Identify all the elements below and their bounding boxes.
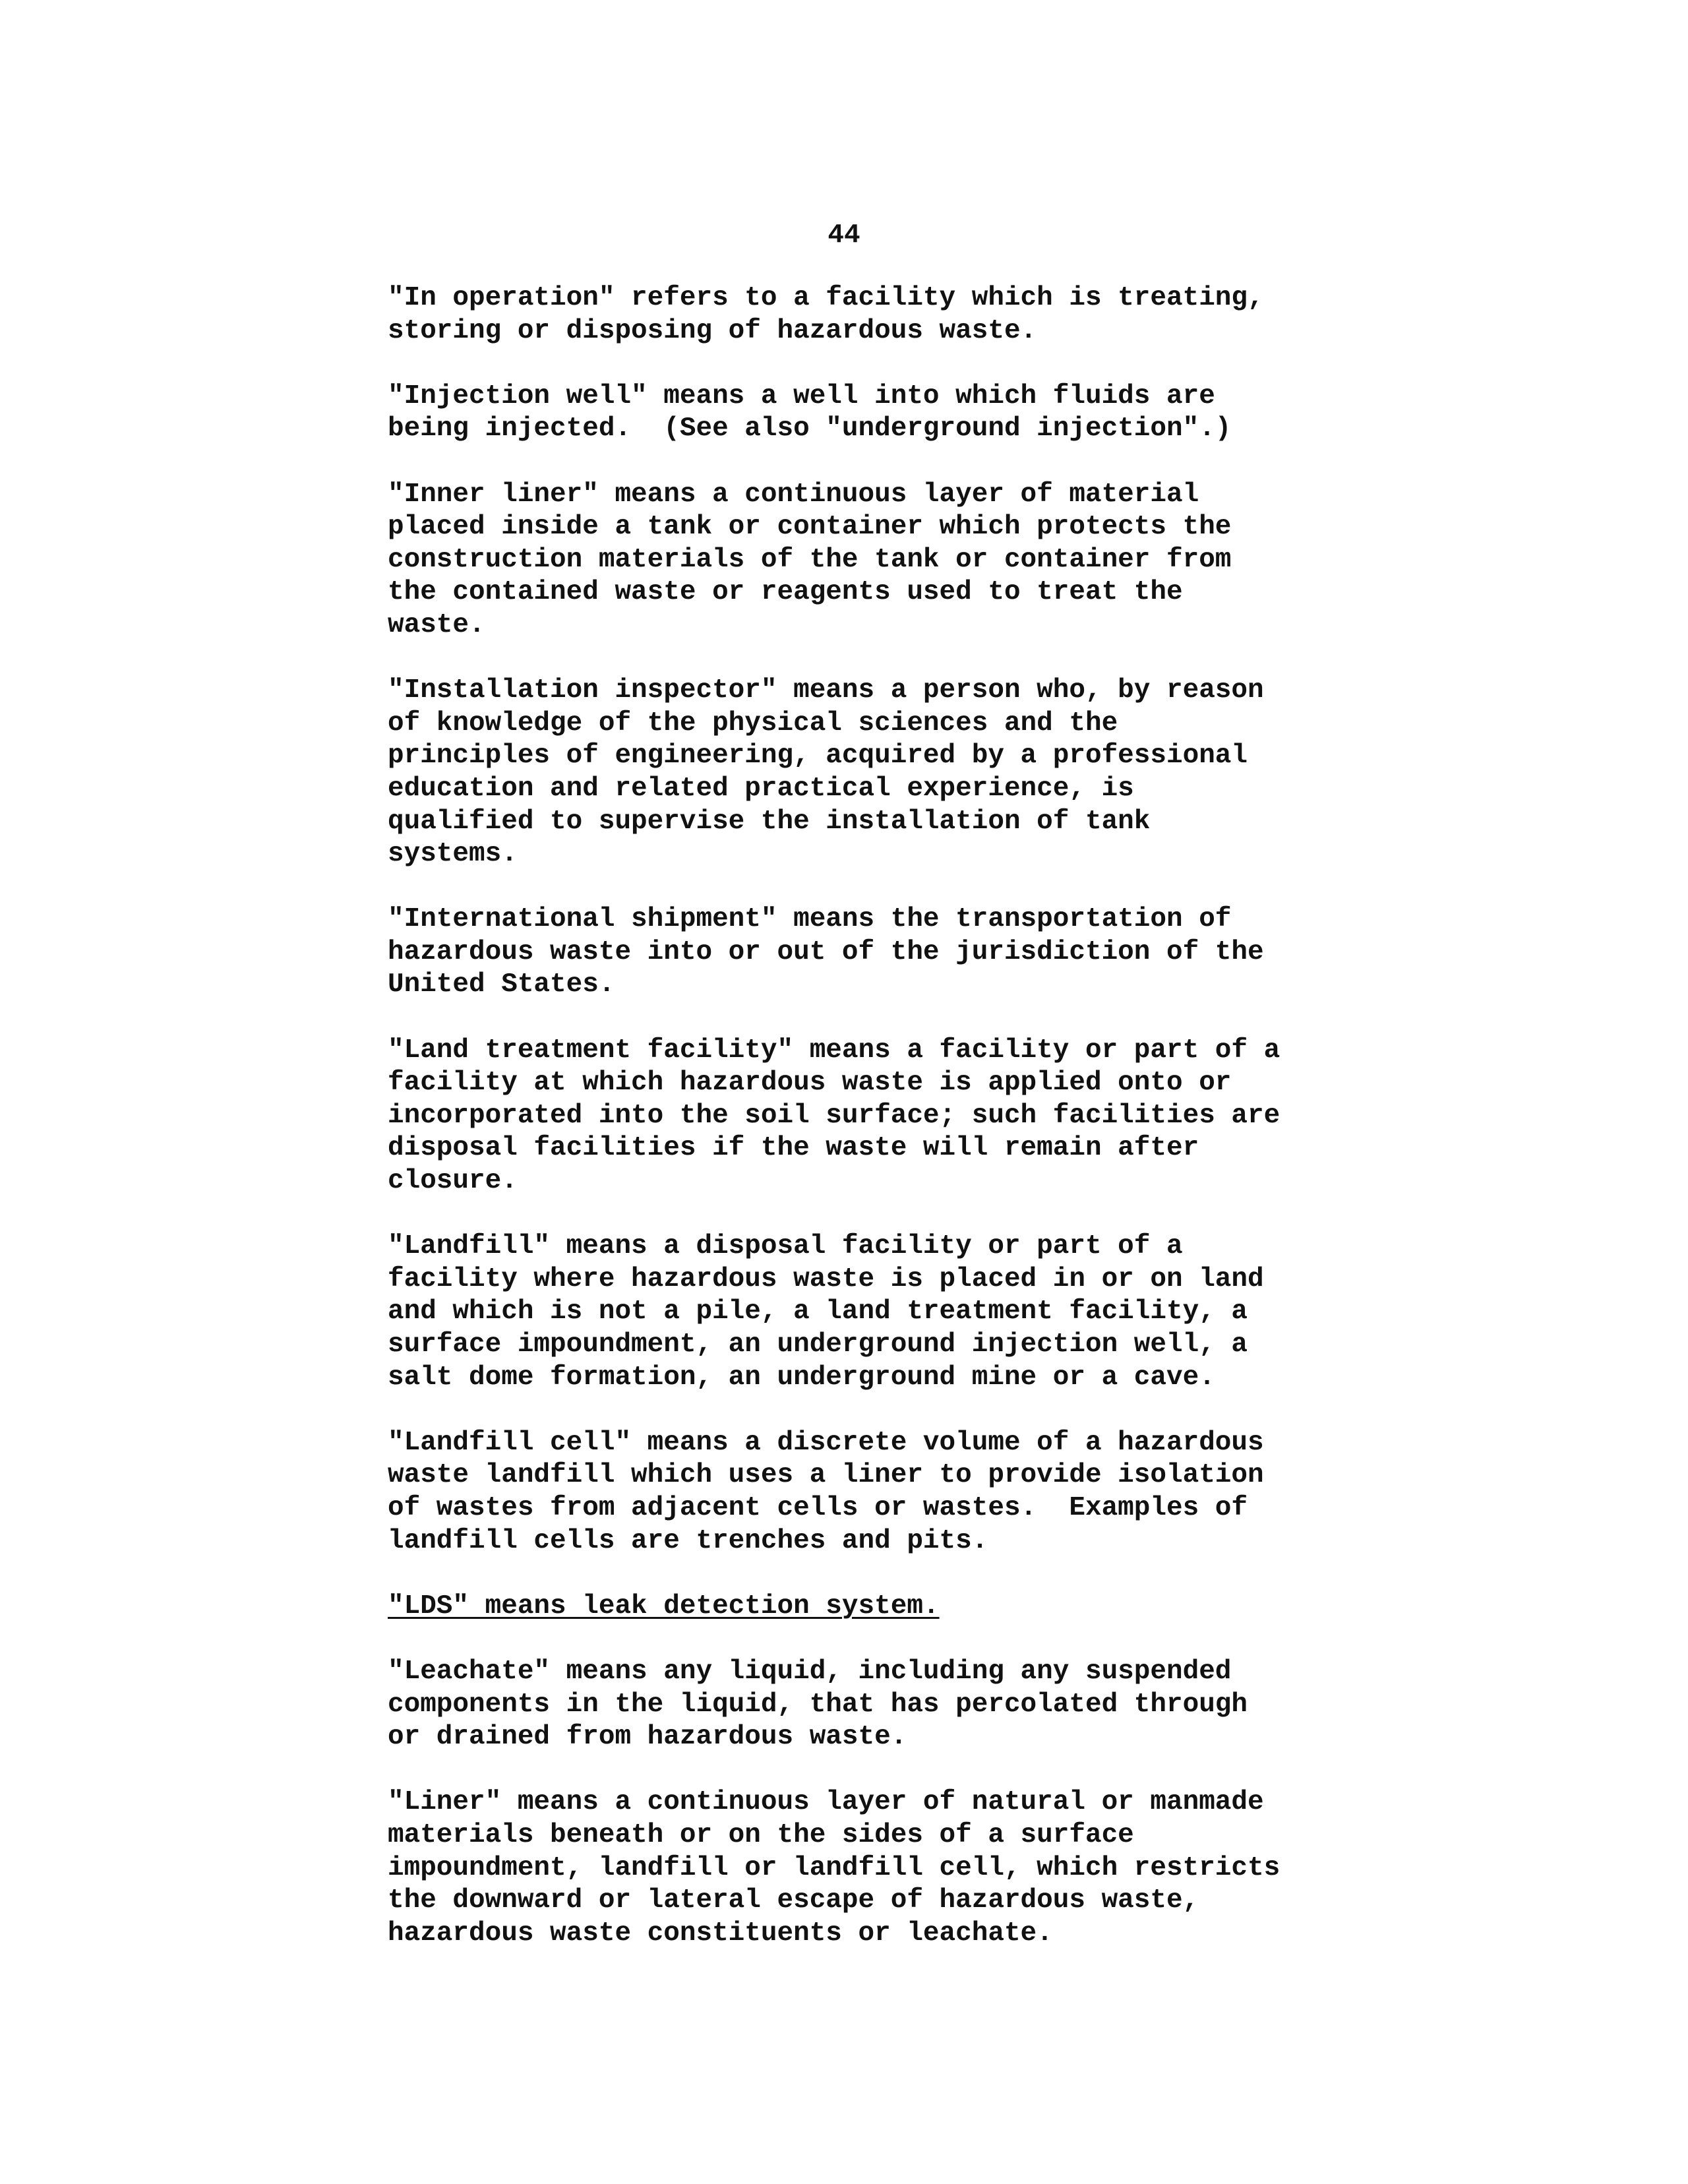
definition-line: components in the liquid, that has percolated through: [388, 1689, 1248, 1720]
definition-line: waste.: [388, 609, 485, 640]
definition-line: principles of engineering, acquired by a professional: [388, 741, 1248, 772]
definition-line: of wastes from adjacent cells or wastes. Examples of: [388, 1492, 1248, 1523]
definition-line: surface impoundment, an underground injection well, a: [388, 1329, 1248, 1360]
definition-line: education and related practical experience, is: [388, 773, 1134, 804]
definition-line: "Liner" means a continuous layer of natural or manmade: [388, 1787, 1264, 1818]
definition-line: closure.: [388, 1166, 518, 1197]
definition-landfill: [388, 1230, 1535, 1394]
definition-line: or drained from hazardous waste.: [388, 1722, 907, 1753]
definition-inner-liner: [388, 479, 1535, 642]
definition-international-shipment: [388, 903, 1535, 1002]
definition-leachate: [388, 1656, 1535, 1754]
definition-line: "Inner liner" means a continuous layer of material: [388, 479, 1199, 510]
definition-line: "Landfill cell" means a discrete volume of a hazardous: [388, 1427, 1264, 1458]
definition-line: placed inside a tank or container which protects the: [388, 512, 1232, 543]
definition-line: materials beneath or on the sides of a surface: [388, 1819, 1134, 1850]
definition-line: incorporated into the soil surface; such facilities are: [388, 1100, 1281, 1131]
definition-line: facility at which hazardous waste is applied onto or: [388, 1068, 1232, 1099]
definition-line: hazardous waste constituents or leachate.: [388, 1918, 1053, 1949]
definition-line: storing or disposing of hazardous waste.: [388, 315, 1037, 346]
definition-line: United States.: [388, 969, 615, 1000]
definition-lds: [388, 1591, 1535, 1623]
definition-line: salt dome formation, an underground mine or a cave.: [388, 1362, 1215, 1393]
definition-line: "Land treatment facility" means a facility or part of a: [388, 1035, 1281, 1066]
definition-liner: [388, 1786, 1535, 1950]
page-number: 44: [828, 220, 860, 251]
definition-line: "Landfill" means a disposal facility or part of a: [388, 1231, 1183, 1262]
definition-line: "Installation inspector" means a person who, by reason: [388, 675, 1264, 706]
definitions-list: [388, 282, 1535, 1983]
definition-line: construction materials of the tank or container from: [388, 544, 1232, 575]
definition-land-treatment-facility: [388, 1035, 1535, 1198]
definition-line: systems.: [388, 839, 518, 870]
definition-injection-well: [388, 380, 1535, 446]
definition-line: "Leachate" means any liquid, including any suspended: [388, 1656, 1232, 1687]
definition-in-operation: [388, 282, 1535, 348]
definition-line: "International shipment" means the transportation of: [388, 904, 1232, 935]
definition-line-underlined: "LDS" means leak detection system.: [388, 1591, 940, 1622]
definition-line: disposal facilities if the waste will remain after: [388, 1133, 1199, 1164]
definition-line: "Injection well" means a well into which fluids are: [388, 380, 1215, 411]
definition-landfill-cell: [388, 1427, 1535, 1558]
definition-line: the contained waste or reagents used to treat the: [388, 577, 1183, 608]
definition-line: waste landfill which uses a liner to provide isolation: [388, 1460, 1264, 1491]
definition-line: "In operation" refers to a facility which is treating,: [388, 283, 1264, 313]
definition-line: and which is not a pile, a land treatment facility, a: [388, 1296, 1248, 1327]
definition-line: qualified to supervise the installation of tank: [388, 806, 1151, 837]
definition-line: of knowledge of the physical sciences and the: [388, 708, 1118, 739]
definition-line: the downward or lateral escape of hazardous waste,: [388, 1885, 1199, 1916]
definition-line: hazardous waste into or out of the jurisdiction of the: [388, 936, 1264, 967]
definition-line: being injected. (See also "underground injection".): [388, 413, 1232, 444]
definition-line: impoundment, landfill or landfill cell, which restricts: [388, 1852, 1281, 1883]
definition-installation-inspector: [388, 675, 1535, 871]
definition-line: facility where hazardous waste is placed in or on land: [388, 1263, 1264, 1294]
definition-line: landfill cells are trenches and pits.: [388, 1525, 988, 1556]
